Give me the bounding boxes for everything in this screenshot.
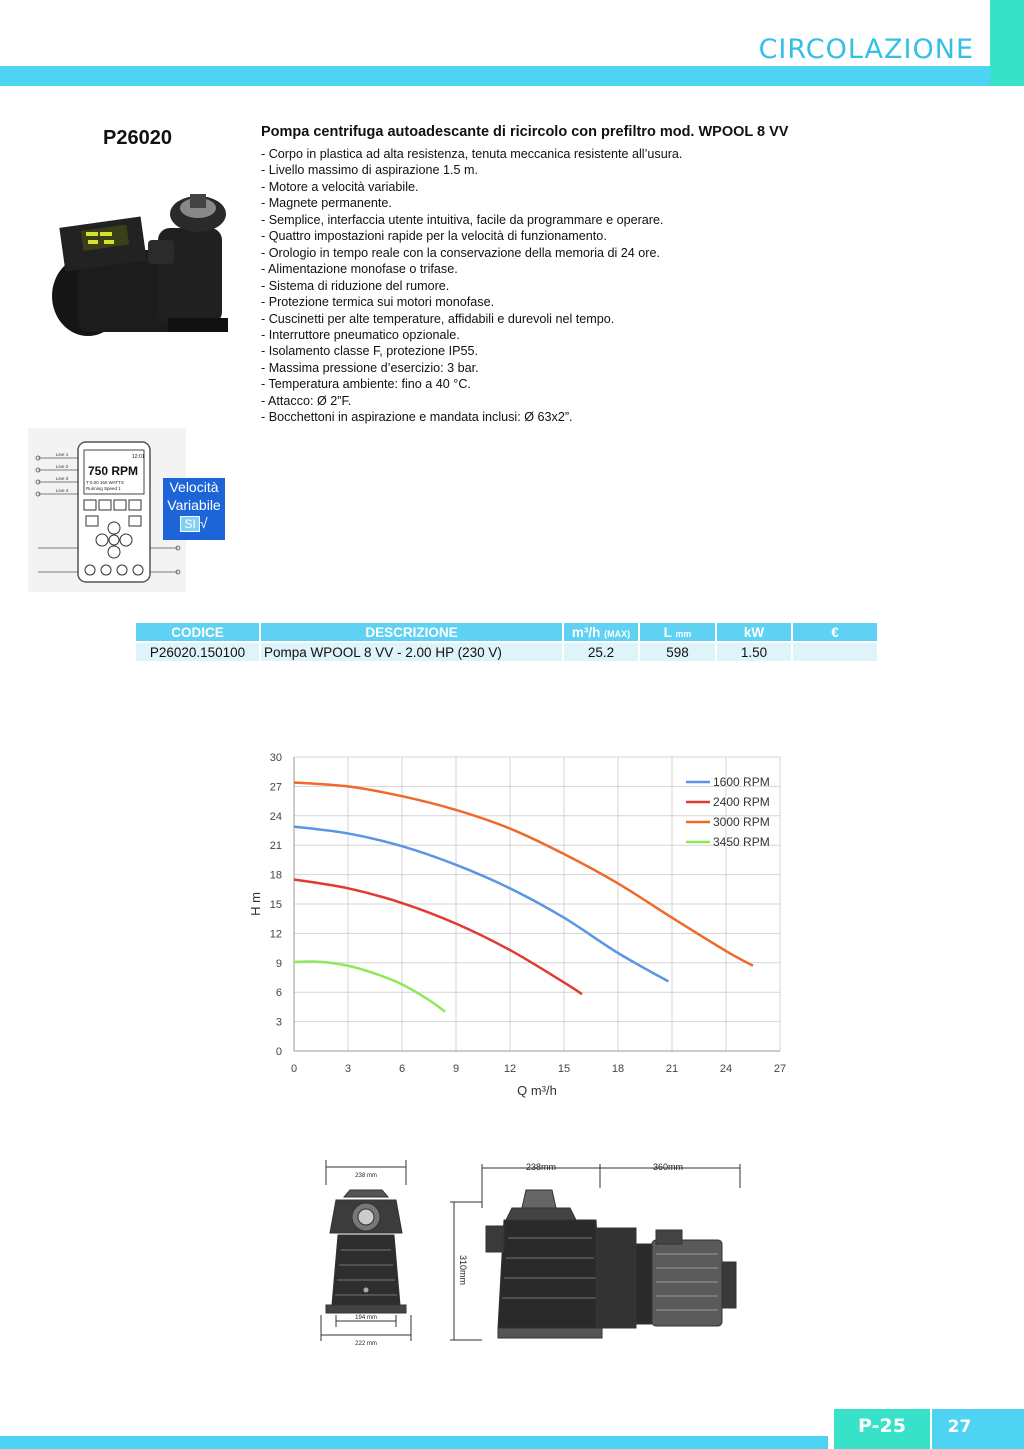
feature-item: - Protezione termica sui motori monofase. bbox=[261, 295, 495, 310]
header-tab bbox=[990, 0, 1024, 86]
col-description: DESCRIZIONE bbox=[261, 623, 562, 641]
pump-photo bbox=[48, 188, 248, 340]
x-tick-label: 6 bbox=[398, 1063, 406, 1075]
feature-item: - Semplice, interfaccia utente intuitiva, facile da programmare e operare. bbox=[261, 212, 664, 227]
y-tick-label: 12 bbox=[269, 928, 282, 941]
y-tick-label: 6 bbox=[275, 987, 282, 1000]
legend-label: 3000 RPM bbox=[713, 815, 770, 829]
front-dimension-drawing bbox=[316, 1155, 416, 1350]
product-title: Pompa centrifuga autoadescante di ricircolo con prefiltro mod. WPOOL 8 VV bbox=[261, 124, 789, 140]
y-tick-label: 9 bbox=[275, 957, 282, 970]
header-bar bbox=[0, 66, 990, 86]
variable-speed-badge bbox=[163, 478, 225, 540]
side-dimension-2: 360mm bbox=[652, 1162, 684, 1172]
legend-label: 2400 RPM bbox=[713, 795, 770, 809]
y-tick-label: 18 bbox=[269, 869, 282, 882]
product-code: P26020 bbox=[103, 127, 172, 149]
feature-item: - Bocchettoni in aspirazione e mandata inclusi: Ø 63x2”. bbox=[261, 410, 573, 425]
cell-kw: 1.50 bbox=[717, 643, 791, 661]
cell-description: Pompa WPOOL 8 VV - 2.00 HP (230 V) bbox=[261, 643, 562, 661]
badge-line-2: Variabile bbox=[167, 497, 221, 513]
series-line-2400-rpm bbox=[294, 880, 582, 995]
pump-curve-chart bbox=[230, 740, 810, 1110]
front-bottom-dimension: 222 mm bbox=[355, 1341, 377, 1347]
feature-item: - Isolamento classe F, protezione IP55. bbox=[261, 344, 479, 359]
feature-item: - Livello massimo di aspirazione 1.5 m. bbox=[261, 163, 478, 178]
footer-bar bbox=[0, 1436, 828, 1449]
y-tick-label: 21 bbox=[269, 840, 282, 853]
side-dimension-drawing bbox=[446, 1158, 746, 1344]
cell-flow: 25.2 bbox=[564, 643, 638, 661]
y-tick-label: 24 bbox=[269, 810, 282, 823]
y-tick-label: 15 bbox=[269, 899, 282, 911]
feature-list bbox=[261, 146, 682, 426]
series-line-3450-rpm bbox=[294, 962, 445, 1012]
col-length: L mm bbox=[640, 623, 715, 641]
feature-item: - Temperatura ambiente: fino a 40 °C. bbox=[261, 377, 471, 392]
badge-line-1: Velocità bbox=[169, 479, 219, 495]
x-tick-label: 9 bbox=[452, 1063, 460, 1075]
y-axis-label: H m bbox=[248, 892, 263, 916]
front-mid-dimension: 194 mm bbox=[355, 1315, 377, 1321]
y-tick-label: 30 bbox=[269, 752, 282, 764]
x-tick-label: 18 bbox=[611, 1063, 625, 1075]
table-row bbox=[136, 643, 877, 661]
y-tick-label: 3 bbox=[275, 1016, 282, 1029]
check-icon: √ bbox=[199, 515, 208, 531]
controller-status-1: T 0.00 150 WATTS bbox=[86, 480, 124, 485]
footer-tab bbox=[987, 1409, 1024, 1449]
controller-rpm: 750 RPM bbox=[88, 464, 139, 478]
badge-si: SI bbox=[180, 516, 199, 532]
x-tick-label: 24 bbox=[719, 1063, 733, 1075]
feature-item: - Corpo in plastica ad alta resistenza, tenuta meccanica resistente all’usura. bbox=[261, 147, 683, 161]
feature-item: - Alimentazione monofase o trifase. bbox=[261, 262, 458, 277]
col-flow: m³/h (MAX) bbox=[564, 623, 638, 641]
col-price: € bbox=[793, 623, 877, 641]
section-title: CIRCOLAZIONE bbox=[758, 34, 974, 65]
x-tick-label: 12 bbox=[503, 1063, 517, 1075]
feature-item: - Interruttore pneumatico opzionale. bbox=[261, 327, 460, 342]
controller-time: 12:01 bbox=[132, 454, 145, 460]
col-code: CODICE bbox=[136, 623, 259, 641]
feature-item: - Quattro impostazioni rapide per la velocità di funzionamento. bbox=[261, 229, 607, 244]
feature-item: - Massima pressione d’esercizio: 3 bar. bbox=[261, 360, 479, 375]
col-kw: kW bbox=[717, 623, 791, 641]
cell-price bbox=[793, 643, 877, 661]
controller-line-2: Line 2 bbox=[56, 464, 69, 469]
controller-line-1: Line 1 bbox=[56, 452, 69, 457]
x-tick-label: 21 bbox=[665, 1063, 679, 1075]
cell-length: 598 bbox=[640, 643, 715, 661]
section-code: P-25 bbox=[834, 1409, 930, 1449]
controller-line-3: Line 3 bbox=[56, 476, 69, 481]
feature-item: - Cuscinetti per alte temperature, affidabili e durevoli nel tempo. bbox=[261, 311, 615, 326]
x-axis-label: Q m³/h bbox=[517, 1083, 557, 1098]
legend-label: 1600 RPM bbox=[713, 775, 770, 789]
y-tick-label: 27 bbox=[269, 781, 282, 794]
side-dimension-1: 238mm bbox=[525, 1162, 557, 1172]
controller-line-4: Line 4 bbox=[56, 488, 69, 493]
feature-item: - Attacco: Ø 2”F. bbox=[261, 393, 352, 408]
legend-label: 3450 RPM bbox=[713, 835, 770, 849]
feature-item: - Magnete permanente. bbox=[261, 196, 392, 211]
feature-item: - Sistema di riduzione del rumore. bbox=[261, 278, 450, 293]
x-tick-label: 27 bbox=[773, 1063, 787, 1075]
controller-status-2: Running Speed 1 bbox=[86, 486, 121, 491]
x-tick-label: 0 bbox=[290, 1063, 298, 1075]
table-header-row bbox=[136, 623, 877, 641]
feature-item: - Orologio in tempo reale con la conservazione della memoria di 24 ore. bbox=[261, 245, 661, 260]
cell-code: P26020.150100 bbox=[136, 643, 259, 661]
x-tick-label: 15 bbox=[557, 1063, 571, 1075]
feature-item: - Motore a velocità variabile. bbox=[261, 179, 419, 194]
front-top-dimension: 238 mm bbox=[355, 1173, 377, 1179]
page-number: 27 bbox=[932, 1409, 987, 1449]
product-table bbox=[134, 621, 879, 663]
y-tick-label: 0 bbox=[275, 1046, 282, 1058]
side-height-dimension: 310mm bbox=[458, 1254, 468, 1286]
x-tick-label: 3 bbox=[344, 1063, 352, 1075]
